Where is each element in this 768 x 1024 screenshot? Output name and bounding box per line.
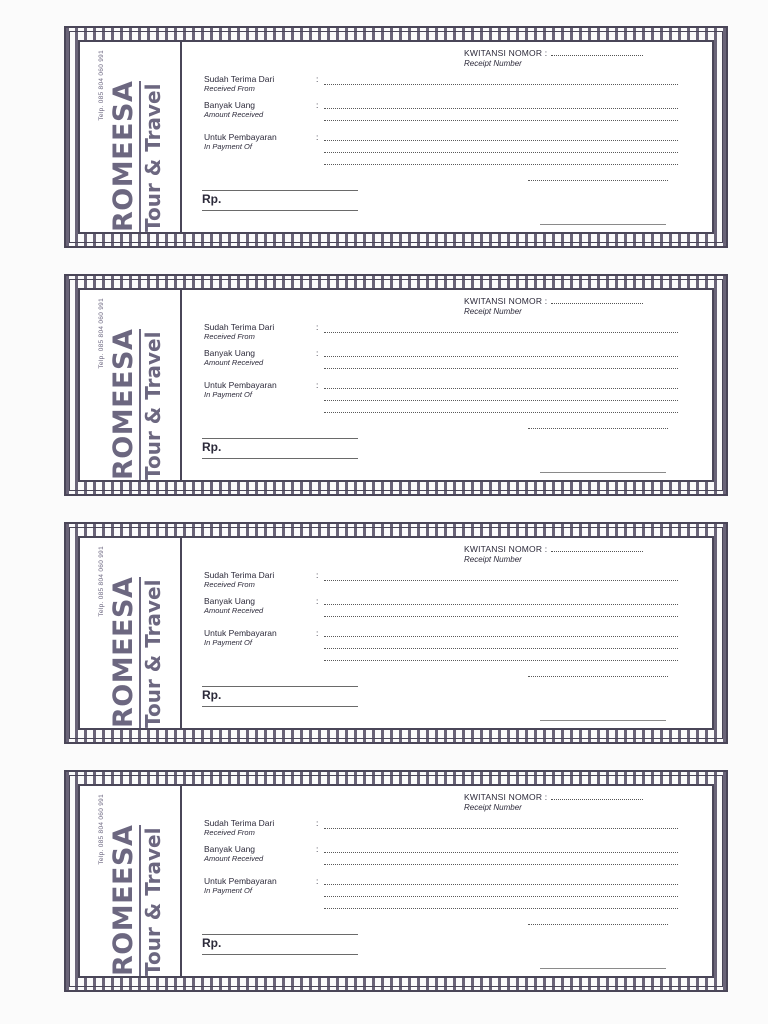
amount-field-line-2[interactable]: [324, 368, 678, 369]
rp-label: Rp.: [202, 936, 222, 950]
brand-subtitle: Tour & Travel: [140, 331, 165, 480]
receipt-body: [78, 288, 714, 482]
receipt-number-label-en: Receipt Number: [464, 307, 522, 316]
place-date-field[interactable]: [528, 676, 668, 677]
amount-field-line-2[interactable]: [324, 616, 678, 617]
payment-field[interactable]: [324, 636, 678, 637]
receipt-number-label: KWITANSI NOMOR :: [464, 48, 643, 58]
form-area: KWITANSI NOMOR : Receipt Number Sudah Terima Dari Received From : Banyak Uang Amount Received : Untuk Pembayaran In Payment Of : Rp.: [190, 786, 712, 976]
payment-field-line-2[interactable]: [324, 152, 678, 153]
amount-rp-field[interactable]: [202, 706, 358, 707]
receipt-number-label: KWITANSI NOMOR :: [464, 296, 643, 306]
receipt-number-field[interactable]: [551, 303, 643, 304]
received-from-field[interactable]: [324, 828, 678, 829]
receipt-form: [64, 26, 728, 248]
payment-field-line-3[interactable]: [324, 164, 678, 165]
receipt-body: [78, 536, 714, 730]
form-area: KWITANSI NOMOR : Receipt Number Sudah Terima Dari Received From : Banyak Uang Amount Received : Untuk Pembayaran In Payment Of : Rp.: [190, 290, 712, 480]
payment-field[interactable]: [324, 884, 678, 885]
form-area: KWITANSI NOMOR : Receipt Number Sudah Terima Dari Received From : Banyak Uang Amount Received : Untuk Pembayaran In Payment Of : Rp.: [190, 538, 712, 728]
payment-field[interactable]: [324, 140, 678, 141]
amount-box-top: [202, 190, 358, 191]
place-date-field[interactable]: [528, 180, 668, 181]
brand-name: ROMEESA: [107, 576, 139, 728]
brand-phone: Telp. 085 804 060 991: [98, 298, 105, 369]
receipt-number-field[interactable]: [551, 551, 643, 552]
payment-label: Untuk Pembayaran In Payment Of: [204, 380, 277, 399]
amount-box-top: [202, 934, 358, 935]
amount-rp-field[interactable]: [202, 954, 358, 955]
amount-label: Banyak Uang Amount Received: [204, 100, 264, 119]
brand-name: ROMEESA: [107, 328, 139, 480]
brand-subtitle: Tour & Travel: [140, 827, 165, 976]
receipt-number-field[interactable]: [551, 55, 643, 56]
receipt-number-label-en: Receipt Number: [464, 59, 522, 68]
amount-field[interactable]: [324, 852, 678, 853]
receipt-number-label: KWITANSI NOMOR :: [464, 792, 643, 802]
received-from-field[interactable]: [324, 84, 678, 85]
brand-panel: [94, 42, 182, 232]
brand-subtitle: Tour & Travel: [140, 83, 165, 232]
receipt-body: [78, 784, 714, 978]
received-from-label: Sudah Terima Dari Received From: [204, 818, 275, 837]
amount-field-line-2[interactable]: [324, 864, 678, 865]
form-area: KWITANSI NOMOR : Receipt Number Sudah Terima Dari Received From : Banyak Uang Amount Received : Untuk Pembayaran In Payment Of : Rp.: [190, 42, 712, 232]
amount-rp-field[interactable]: [202, 210, 358, 211]
received-from-label: Sudah Terima Dari Received From: [204, 570, 275, 589]
amount-box-top: [202, 686, 358, 687]
brand-name: ROMEESA: [107, 80, 139, 232]
brand-panel: [94, 290, 182, 480]
payment-field-line-2[interactable]: [324, 400, 678, 401]
receipt-form: [64, 522, 728, 744]
brand-phone: Telp. 085 804 060 991: [98, 546, 105, 617]
receipt-form: [64, 770, 728, 992]
payment-field-line-3[interactable]: [324, 660, 678, 661]
brand-panel: [94, 786, 182, 976]
receipt-number-label: KWITANSI NOMOR :: [464, 544, 643, 554]
place-date-field[interactable]: [528, 924, 668, 925]
amount-field-line-2[interactable]: [324, 120, 678, 121]
received-from-label: Sudah Terima Dari Received From: [204, 74, 275, 93]
signature-line[interactable]: [540, 224, 666, 225]
amount-label: Banyak Uang Amount Received: [204, 348, 264, 367]
amount-field[interactable]: [324, 356, 678, 357]
amount-label: Banyak Uang Amount Received: [204, 844, 264, 863]
brand-subtitle: Tour & Travel: [140, 579, 165, 728]
received-from-field[interactable]: [324, 332, 678, 333]
received-from-label: Sudah Terima Dari Received From: [204, 322, 275, 341]
brand-name: ROMEESA: [107, 824, 139, 976]
amount-rp-field[interactable]: [202, 458, 358, 459]
payment-label: Untuk Pembayaran In Payment Of: [204, 132, 277, 151]
receipt-number-label-en: Receipt Number: [464, 555, 522, 564]
brand-phone: Telp. 085 804 060 991: [98, 50, 105, 121]
place-date-field[interactable]: [528, 428, 668, 429]
rp-label: Rp.: [202, 440, 222, 454]
payment-field[interactable]: [324, 388, 678, 389]
amount-field[interactable]: [324, 108, 678, 109]
payment-label: Untuk Pembayaran In Payment Of: [204, 876, 277, 895]
signature-line[interactable]: [540, 472, 666, 473]
payment-field-line-3[interactable]: [324, 412, 678, 413]
rp-label: Rp.: [202, 688, 222, 702]
received-from-field[interactable]: [324, 580, 678, 581]
receipt-number-field[interactable]: [551, 799, 643, 800]
amount-field[interactable]: [324, 604, 678, 605]
amount-box-top: [202, 438, 358, 439]
receipt-form: [64, 274, 728, 496]
receipt-body: [78, 40, 714, 234]
payment-label: Untuk Pembayaran In Payment Of: [204, 628, 277, 647]
signature-line[interactable]: [540, 720, 666, 721]
payment-field-line-3[interactable]: [324, 908, 678, 909]
signature-line[interactable]: [540, 968, 666, 969]
receipt-number-label-en: Receipt Number: [464, 803, 522, 812]
payment-field-line-2[interactable]: [324, 648, 678, 649]
brand-panel: [94, 538, 182, 728]
amount-label: Banyak Uang Amount Received: [204, 596, 264, 615]
rp-label: Rp.: [202, 192, 222, 206]
brand-phone: Telp. 085 804 060 991: [98, 794, 105, 865]
payment-field-line-2[interactable]: [324, 896, 678, 897]
